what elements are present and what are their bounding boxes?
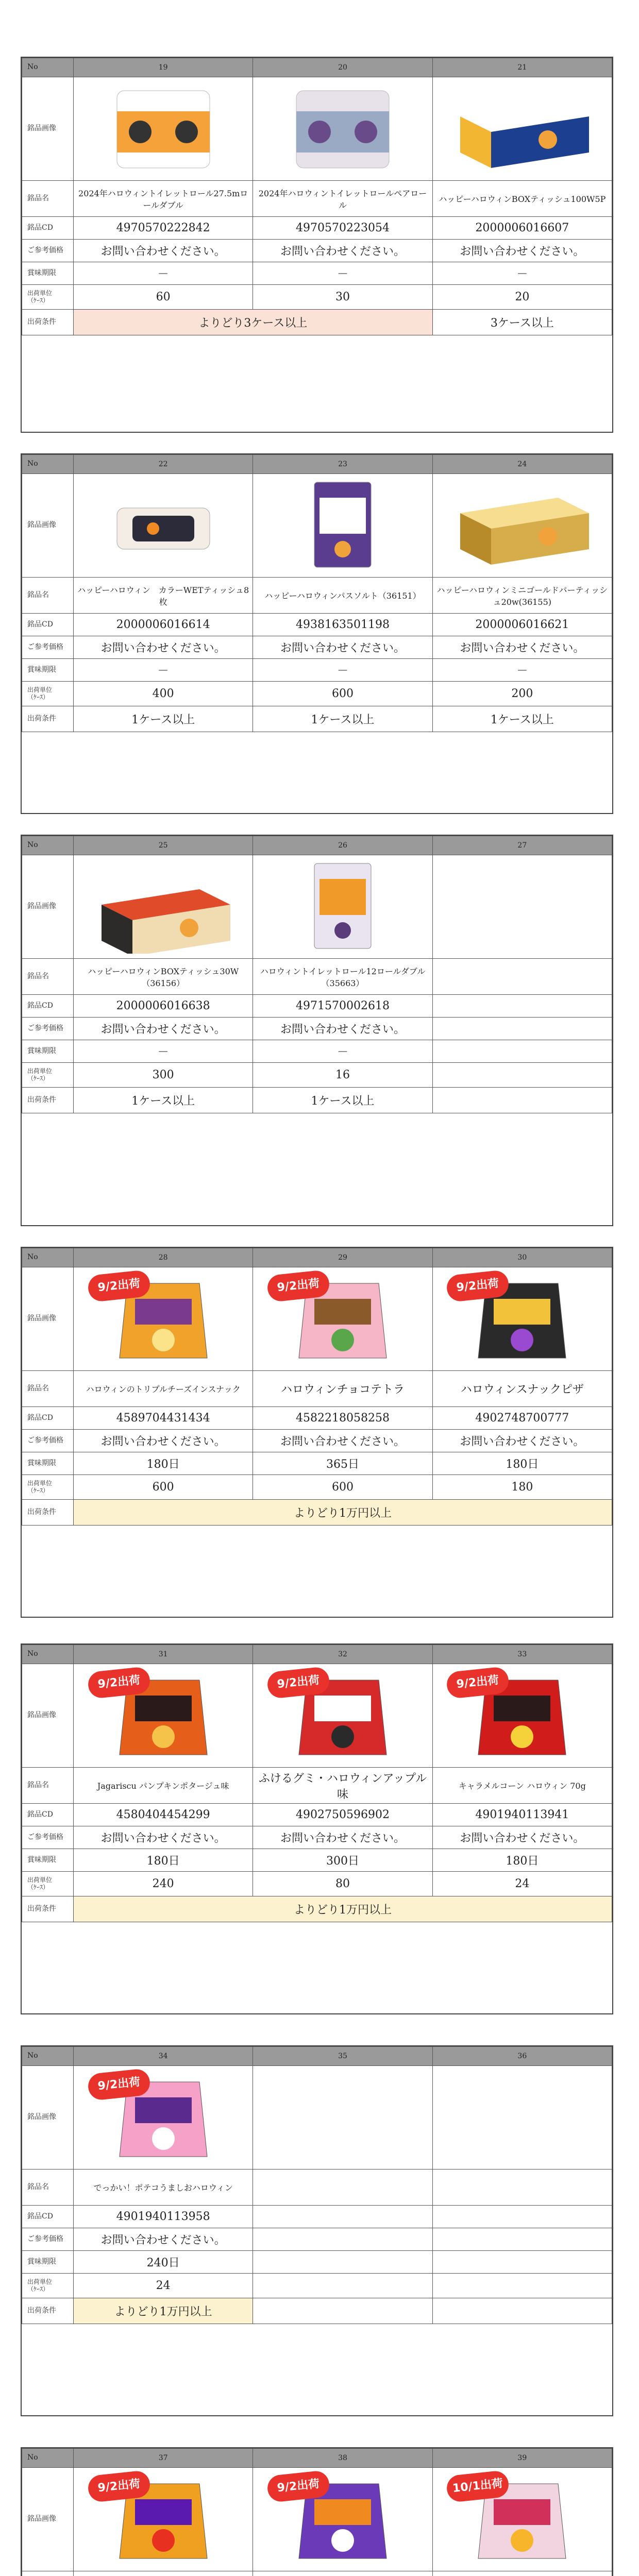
row-label-code: 銘品CD: [22, 995, 74, 1018]
row-unit: [22, 1063, 612, 1088]
row-name: [22, 1768, 612, 1804]
product-name: [432, 2170, 612, 2206]
product-name: [432, 959, 612, 995]
product-no: 23: [253, 455, 432, 474]
product-image-cell: [253, 474, 432, 578]
row-label-art: 銘品画像: [22, 2468, 74, 2571]
product-unit: 180: [432, 1475, 612, 1500]
product-image: [265, 2471, 420, 2568]
shipping-condition: よりどり1万円以上: [74, 2298, 253, 2324]
product-unit: 400: [74, 682, 253, 706]
row-label-code: 銘品CD: [22, 1804, 74, 1826]
row-condition: [22, 1088, 612, 1113]
product-name: Jagariscu パンプキンポタージュ味: [74, 1768, 253, 1804]
product-no: 30: [432, 1248, 612, 1267]
shipping-condition: [432, 1088, 612, 1113]
product-image: [86, 1667, 241, 1765]
shipping-condition: 1ケース以上: [253, 1088, 432, 1113]
product-price: お問い合わせください。: [253, 1430, 432, 1452]
product-name: ハロウィントイレットロール12ロールダブル（35663）: [253, 959, 432, 995]
row-label-no: No: [22, 2047, 74, 2066]
ship-date-badge: 9/2出荷: [266, 1269, 331, 1302]
product-expiry: [432, 2251, 612, 2274]
shipping-condition: よりどり1万円以上: [74, 1500, 612, 1526]
product-no: 34: [74, 2047, 253, 2066]
row-no: [22, 836, 612, 855]
product-code: 4902748700777: [432, 1407, 612, 1430]
product-block: [21, 453, 613, 814]
shipping-condition: 1ケース以上: [253, 706, 432, 732]
product-table: [22, 1248, 612, 1526]
product-no: 32: [253, 1645, 432, 1664]
row-no: [22, 455, 612, 474]
row-label-name: 銘品名: [22, 578, 74, 614]
product-price: お問い合わせください。: [74, 2228, 253, 2251]
row-label-no: No: [22, 455, 74, 474]
row-label-name: 銘品名: [22, 181, 74, 217]
product-image: [265, 477, 420, 574]
product-table: [22, 454, 612, 732]
product-price: お問い合わせください。: [74, 1826, 253, 1849]
product-code: 4938163501198: [253, 614, 432, 636]
shipping-condition: よりどり3ケース以上: [74, 310, 433, 335]
row-label-unit: 出荷単位 （ｹｰｽ）: [22, 1872, 74, 1896]
product-unit: [432, 2274, 612, 2298]
row-code: [22, 2206, 612, 2228]
row-price: [22, 240, 612, 262]
row-no: [22, 2047, 612, 2066]
product-name: [74, 2571, 253, 2576]
product-block: [21, 1247, 613, 1618]
product-no: 39: [432, 2449, 612, 2468]
row-price: [22, 1826, 612, 1849]
row-label-code: 銘品CD: [22, 2206, 74, 2228]
product-name: ハッピーハロウィンBOXティッシュ100W5P: [432, 181, 612, 217]
row-label-name: 銘品名: [22, 959, 74, 995]
row-label-art: 銘品画像: [22, 474, 74, 578]
shipping-condition: 1ケース以上: [74, 706, 253, 732]
product-table: [22, 2046, 612, 2324]
row-label-art: 銘品画像: [22, 77, 74, 181]
ship-date-badge: 10/1出荷: [446, 2469, 510, 2502]
row-no: [22, 58, 612, 77]
product-image: [86, 1270, 241, 1368]
row-no: [22, 2449, 612, 2468]
row-label-unit: 出荷単位 （ｹｰｽ）: [22, 1475, 74, 1500]
row-label-art: 銘品画像: [22, 1267, 74, 1371]
row-label-expiry: 賞味期限: [22, 262, 74, 285]
row-label-unit: 出荷単位 （ｹｰｽ）: [22, 1063, 74, 1088]
row-no: [22, 1248, 612, 1267]
row-condition: [22, 2298, 612, 2324]
row-label-price: ご参考価格: [22, 636, 74, 659]
product-price: お問い合わせください。: [432, 636, 612, 659]
product-name: でっかい！ポテコうましおハロウィン: [74, 2170, 253, 2206]
product-image: [265, 1270, 420, 1368]
row-label-condition: 出荷条件: [22, 1088, 74, 1113]
product-expiry: －: [253, 659, 432, 682]
row-label-name: 銘品名: [22, 2170, 74, 2206]
product-table: [22, 1645, 612, 1922]
shipping-condition: [253, 2298, 432, 2324]
product-code: 4970570223054: [253, 217, 432, 240]
product-image-cell: [253, 2468, 432, 2571]
ship-date-badge: 9/2出荷: [446, 1666, 510, 1699]
product-code: 4970570222842: [74, 217, 253, 240]
product-code: 4901940113941: [432, 1804, 612, 1826]
shipping-condition: よりどり1万円以上: [74, 1896, 612, 1922]
block-spacer: [22, 2324, 612, 2350]
product-price: [253, 2228, 432, 2251]
product-expiry: －: [432, 659, 612, 682]
product-price: お問い合わせください。: [74, 1430, 253, 1452]
row-price: [22, 2228, 612, 2251]
row-condition: [22, 706, 612, 732]
product-code: 2000006016638: [74, 995, 253, 1018]
product-expiry: －: [253, 262, 432, 285]
product-unit: 60: [74, 285, 253, 310]
product-name: ハッピーハロウィンパスソルト（36151）: [253, 578, 432, 614]
product-price: お問い合わせください。: [74, 1018, 253, 1040]
row-label-condition: 出荷条件: [22, 706, 74, 732]
product-image: [86, 80, 241, 178]
product-name: ハロウィンスナックピザ: [432, 1371, 612, 1407]
product-image: [86, 858, 241, 956]
row-label-condition: 出荷条件: [22, 1500, 74, 1526]
shipping-condition: 1ケース以上: [74, 1088, 253, 1113]
product-image-cell: [432, 77, 612, 181]
product-no: 24: [432, 455, 612, 474]
product-no: 33: [432, 1645, 612, 1664]
row-label-unit: 出荷単位 （ｹｰｽ）: [22, 2274, 74, 2298]
row-expiry: [22, 1452, 612, 1475]
product-no: 22: [74, 455, 253, 474]
row-name: [22, 2571, 612, 2576]
product-image: [445, 2471, 599, 2568]
row-label-expiry: 賞味期限: [22, 1040, 74, 1063]
row-art: [22, 2066, 612, 2170]
product-image-cell: [74, 474, 253, 578]
product-image: [445, 80, 599, 178]
product-image-cell: [432, 855, 612, 959]
product-no: 35: [253, 2047, 432, 2066]
row-label-condition: 出荷条件: [22, 2298, 74, 2324]
row-label-code: 銘品CD: [22, 614, 74, 636]
product-image-cell: [74, 2066, 253, 2170]
product-image-cell: [74, 1267, 253, 1371]
row-label-code: 銘品CD: [22, 217, 74, 240]
row-name: [22, 181, 612, 217]
row-unit: [22, 2274, 612, 2298]
row-code: [22, 995, 612, 1018]
product-code: 2000006016607: [432, 217, 612, 240]
product-image: [265, 1667, 420, 1765]
product-price: お問い合わせください。: [432, 240, 612, 262]
product-unit: 200: [432, 682, 612, 706]
product-no: 27: [432, 836, 612, 855]
product-image-cell: [253, 2066, 432, 2170]
product-name: ふけるグミ・ハロウィンアップル味: [253, 1768, 432, 1804]
product-image: [265, 858, 420, 956]
product-price: [432, 1018, 612, 1040]
product-image-cell: [253, 855, 432, 959]
row-label-name: 銘品名: [22, 1768, 74, 1804]
product-expiry: 240日: [74, 2251, 253, 2274]
product-price: お問い合わせください。: [253, 1826, 432, 1849]
row-code: [22, 1804, 612, 1826]
product-price: お問い合わせください。: [432, 1826, 612, 1849]
product-image-cell: [432, 474, 612, 578]
product-image: [86, 477, 241, 574]
shipping-condition: 1ケース以上: [432, 706, 612, 732]
product-image: [86, 2069, 241, 2166]
product-unit: 20: [432, 285, 612, 310]
product-code: 4902750596902: [253, 1804, 432, 1826]
product-image-cell: [74, 2468, 253, 2571]
product-unit: 24: [432, 1872, 612, 1896]
row-label-name: 銘品名: [22, 1371, 74, 1407]
shipping-condition: 3ケース以上: [432, 310, 612, 335]
product-expiry: －: [74, 659, 253, 682]
row-expiry: [22, 262, 612, 285]
product-image: [265, 80, 420, 178]
product-image-cell: [74, 77, 253, 181]
product-unit: 600: [253, 682, 432, 706]
product-name: ハッピーハロウィンミニゴールドパーティッシュ20w(36155): [432, 578, 612, 614]
row-art: [22, 77, 612, 181]
row-label-expiry: 賞味期限: [22, 659, 74, 682]
product-code: 4901940113958: [74, 2206, 253, 2228]
product-expiry: 180日: [432, 1849, 612, 1872]
block-spacer: [22, 1113, 612, 1139]
row-label-unit: 出荷単位 （ｹｰｽ）: [22, 682, 74, 706]
row-label-price: ご参考価格: [22, 1826, 74, 1849]
block-spacer: [22, 1526, 612, 1551]
product-expiry: －: [432, 262, 612, 285]
row-label-condition: 出荷条件: [22, 1896, 74, 1922]
product-block: [21, 835, 613, 1226]
product-name: ハッピーハロウィンBOXティッシュ30W（36156）: [74, 959, 253, 995]
product-expiry: －: [253, 1040, 432, 1063]
row-label-expiry: 賞味期限: [22, 1849, 74, 1872]
product-expiry: －: [74, 262, 253, 285]
product-price: お問い合わせください。: [432, 1430, 612, 1452]
row-no: [22, 1645, 612, 1664]
row-label-price: ご参考価格: [22, 240, 74, 262]
product-image-cell: [432, 1664, 612, 1768]
row-art: [22, 1664, 612, 1768]
product-no: 37: [74, 2449, 253, 2468]
product-table: [22, 2448, 612, 2576]
product-no: 25: [74, 836, 253, 855]
product-unit: [253, 2274, 432, 2298]
row-art: [22, 1267, 612, 1371]
product-unit: 24: [74, 2274, 253, 2298]
row-label-price: ご参考価格: [22, 1430, 74, 1452]
product-image-cell: [253, 1664, 432, 1768]
product-image: [445, 1270, 599, 1368]
product-no: 31: [74, 1645, 253, 1664]
row-expiry: [22, 659, 612, 682]
row-price: [22, 1018, 612, 1040]
product-unit: 600: [253, 1475, 432, 1500]
block-spacer: [22, 335, 612, 361]
product-unit: 240: [74, 1872, 253, 1896]
product-expiry: －: [74, 1040, 253, 1063]
product-expiry: 180日: [74, 1849, 253, 1872]
product-expiry: 180日: [74, 1452, 253, 1475]
row-label-no: No: [22, 836, 74, 855]
product-no: 20: [253, 58, 432, 77]
product-unit: 30: [253, 285, 432, 310]
row-code: [22, 217, 612, 240]
row-condition: [22, 1500, 612, 1526]
row-price: [22, 636, 612, 659]
product-image-cell: [74, 1664, 253, 1768]
row-condition: [22, 1896, 612, 1922]
product-code: 2000006016614: [74, 614, 253, 636]
product-name: [253, 2170, 432, 2206]
row-label-no: No: [22, 58, 74, 77]
block-spacer: [22, 1922, 612, 1948]
product-name: キャラメルコーン ハロウィン 70g: [432, 1768, 612, 1804]
product-name: [432, 2571, 612, 2576]
product-block: [21, 57, 613, 433]
block-spacer: [22, 732, 612, 758]
product-no: 38: [253, 2449, 432, 2468]
product-image: [86, 2471, 241, 2568]
product-image-cell: [253, 1267, 432, 1371]
product-no: 28: [74, 1248, 253, 1267]
product-price: お問い合わせください。: [253, 1018, 432, 1040]
row-expiry: [22, 1849, 612, 1872]
product-unit: 16: [253, 1063, 432, 1088]
product-unit: [432, 1063, 612, 1088]
row-expiry: [22, 2251, 612, 2274]
product-no: 21: [432, 58, 612, 77]
product-price: お問い合わせください。: [74, 636, 253, 659]
row-code: [22, 614, 612, 636]
product-code: 4971570002618: [253, 995, 432, 1018]
product-name: 2024年ハロウィントイレットロール27.5mロールダブル: [74, 181, 253, 217]
row-label-expiry: 賞味期限: [22, 1452, 74, 1475]
ship-date-badge: 9/2出荷: [266, 2469, 331, 2502]
row-label-unit: 出荷単位 （ｹｰｽ）: [22, 285, 74, 310]
row-label-price: ご参考価格: [22, 2228, 74, 2251]
product-no: 36: [432, 2047, 612, 2066]
product-image-cell: [253, 77, 432, 181]
product-name: [253, 2571, 432, 2576]
row-label-price: ご参考価格: [22, 1018, 74, 1040]
product-price: お問い合わせください。: [253, 636, 432, 659]
product-code: [432, 2206, 612, 2228]
row-name: [22, 959, 612, 995]
row-art: [22, 474, 612, 578]
shipping-condition: [432, 2298, 612, 2324]
product-name: ハッピーハロウィン カラーWETティッシュ8枚: [74, 578, 253, 614]
product-table: [22, 58, 612, 335]
product-unit: 600: [74, 1475, 253, 1500]
row-label-art: 銘品画像: [22, 1664, 74, 1768]
product-unit: 300: [74, 1063, 253, 1088]
row-label-art: 銘品画像: [22, 2066, 74, 2170]
ship-date-badge: 9/2出荷: [87, 2067, 151, 2100]
row-label-no: No: [22, 1248, 74, 1267]
product-block: [21, 2447, 613, 2576]
product-expiry: 300日: [253, 1849, 432, 1872]
product-table: [22, 836, 612, 1113]
product-unit: 80: [253, 1872, 432, 1896]
product-name: ハロウィンのトリプルチーズインスナック: [74, 1371, 253, 1407]
row-label-art: 銘品画像: [22, 855, 74, 959]
row-label-no: No: [22, 2449, 74, 2468]
row-art: [22, 855, 612, 959]
product-expiry: [253, 2251, 432, 2274]
product-image-cell: [432, 2066, 612, 2170]
product-block: [21, 1643, 613, 2014]
product-code: 4580404454299: [74, 1804, 253, 1826]
row-unit: [22, 1475, 612, 1500]
ship-date-badge: 9/2出荷: [87, 1269, 151, 1302]
row-label-name: [22, 2571, 74, 2576]
product-code: 2000006016621: [432, 614, 612, 636]
ship-date-badge: 9/2出荷: [87, 1666, 151, 1699]
row-expiry: [22, 1040, 612, 1063]
product-image-cell: [74, 855, 253, 959]
product-code: [432, 995, 612, 1018]
product-no: 29: [253, 1248, 432, 1267]
row-label-condition: 出荷条件: [22, 310, 74, 335]
ship-date-badge: 9/2出荷: [87, 2469, 151, 2502]
ship-date-badge: 9/2出荷: [446, 1269, 510, 1302]
product-no: 19: [74, 58, 253, 77]
product-name: ハロウィンチョコテトラ: [253, 1371, 432, 1407]
product-no: 26: [253, 836, 432, 855]
product-code: [253, 2206, 432, 2228]
row-price: [22, 1430, 612, 1452]
row-condition: [22, 310, 612, 335]
product-name: 2024年ハロウィントイレットロールペアロール: [253, 181, 432, 217]
product-expiry: 180日: [432, 1452, 612, 1475]
product-image: [445, 477, 599, 574]
product-image-cell: [432, 1267, 612, 1371]
row-unit: [22, 682, 612, 706]
row-label-no: No: [22, 1645, 74, 1664]
row-unit: [22, 1872, 612, 1896]
product-block: [21, 2045, 613, 2416]
product-price: お問い合わせください。: [74, 240, 253, 262]
row-art: [22, 2468, 612, 2571]
row-code: [22, 1407, 612, 1430]
product-image: [445, 1667, 599, 1765]
row-name: [22, 578, 612, 614]
row-unit: [22, 285, 612, 310]
row-name: [22, 1371, 612, 1407]
product-price: お問い合わせください。: [253, 240, 432, 262]
row-label-expiry: 賞味期限: [22, 2251, 74, 2274]
product-code: 4589704431434: [74, 1407, 253, 1430]
product-code: 4582218058258: [253, 1407, 432, 1430]
product-price: [432, 2228, 612, 2251]
row-label-code: 銘品CD: [22, 1407, 74, 1430]
product-expiry: [432, 1040, 612, 1063]
product-expiry: 365日: [253, 1452, 432, 1475]
product-image-cell: [432, 2468, 612, 2571]
ship-date-badge: 9/2出荷: [266, 1666, 331, 1699]
row-name: [22, 2170, 612, 2206]
